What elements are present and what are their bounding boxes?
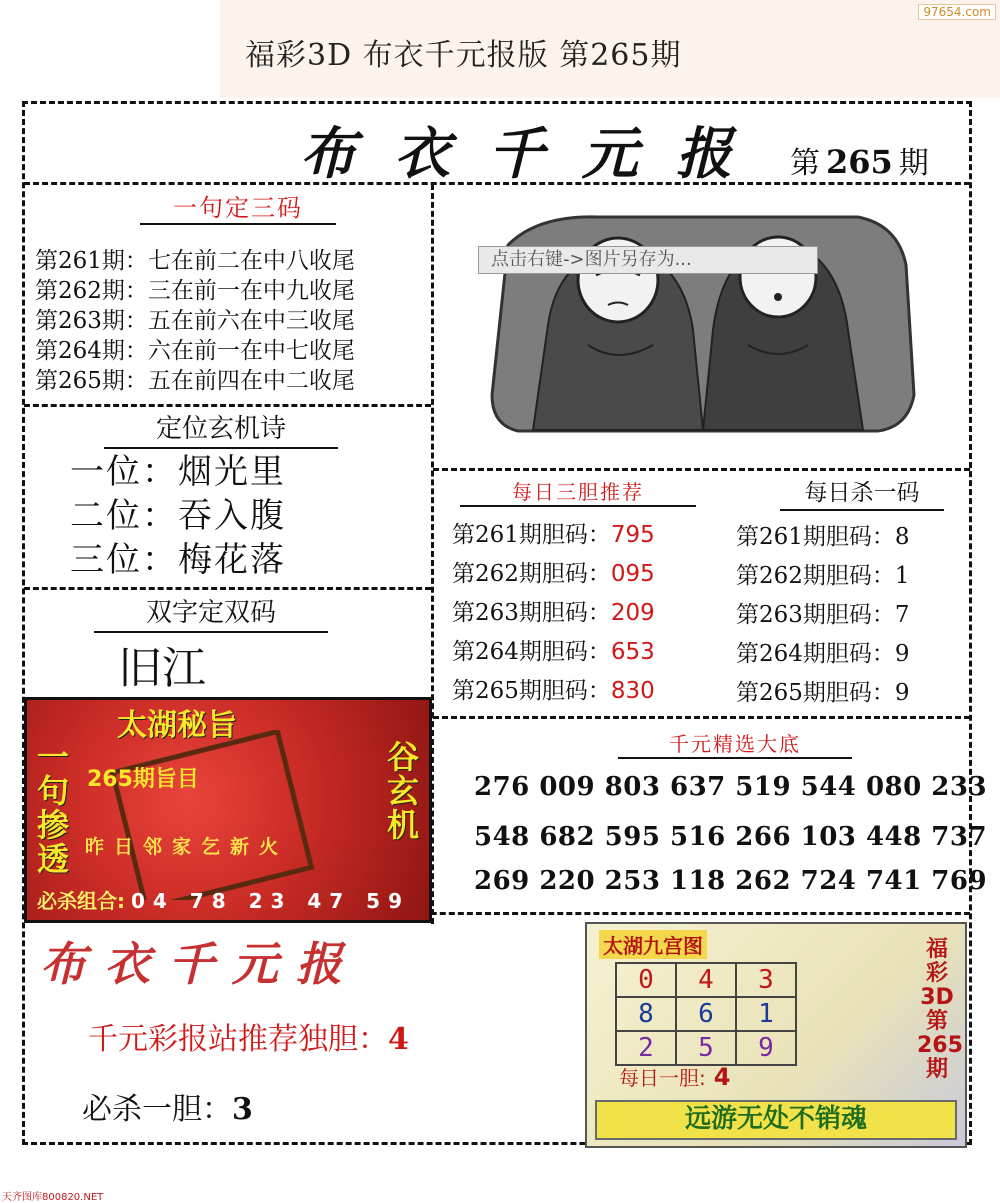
row-label: 第261期胆码： [452, 522, 611, 548]
double-value: 旧江 [118, 643, 206, 694]
grid-cell: 5 [676, 1031, 736, 1065]
issue-suffix: 期 [898, 146, 929, 181]
base-line: 548 682 595 516 266 103 448 737 [474, 822, 988, 852]
daily-kill-row: 第264期胆码：9 [736, 641, 910, 667]
daily-kill-row: 第263期胆码：7 [736, 602, 910, 628]
grid-cell: 8 [616, 997, 676, 1031]
divider-poem [24, 587, 431, 590]
sentence-list [35, 246, 355, 396]
poem-line: 二位：吞入腹 [70, 496, 286, 536]
grid-cell: 0 [616, 963, 676, 997]
grid-cell: 4 [676, 963, 736, 997]
row-value: 830 [610, 678, 655, 704]
masthead-brand: 布衣千元报 [300, 121, 770, 187]
cartoon-image[interactable] [478, 205, 922, 445]
grid-cell: 2 [616, 1031, 676, 1065]
daily-three-heading: 每日三胆推荐 [460, 476, 696, 507]
row-value: 095 [610, 561, 655, 587]
issue-prefix: 第 [790, 146, 820, 181]
sentence-heading: 一句定三码 [140, 188, 336, 225]
divider-daily [433, 716, 970, 719]
double-heading: 双字定双码 [94, 592, 328, 633]
row-label: 第263期胆码： [452, 600, 611, 626]
grid-title: 太湖九宫图 [599, 930, 707, 959]
sentence-line: 第262期：三在前一在中九收尾 [35, 278, 355, 304]
base-line: 276 009 803 637 519 544 080 233 [474, 772, 988, 802]
kill-one-value: 3 [232, 1092, 253, 1127]
grid-footer-banner: 远游无处不销魂 [595, 1100, 957, 1140]
grid-side-text: 福彩3D第265期 [917, 937, 963, 1082]
number-grid [615, 962, 797, 1066]
calligraphy-banner: 布衣千元报 [40, 937, 360, 991]
taihu-hint-row: 昨日邻家乞新火 [85, 836, 289, 858]
daily-three-row [452, 594, 655, 633]
grid-daily [619, 1062, 730, 1091]
grid-daily-value: 4 [713, 1063, 731, 1091]
issue-value: 265 [826, 143, 893, 181]
save-image-tooltip[interactable]: 点击右键->图片另存为... [478, 246, 818, 274]
issue-number [790, 138, 929, 182]
poem-list [70, 450, 286, 582]
daily-kill-heading: 每日杀一码 [780, 474, 944, 511]
base-line: 269 220 253 118 262 724 741 769 [474, 866, 988, 896]
kill-one [82, 1084, 253, 1128]
poem-line: 一位：烟光里 [70, 452, 286, 492]
daily-kill-row: 第262期胆码：1 [736, 563, 910, 589]
row-label: 第264期胆码： [452, 639, 611, 665]
nine-grid-image[interactable] [585, 922, 967, 1148]
divider-cartoon [433, 468, 970, 471]
sentence-line: 第265期：五在前四在中二收尾 [35, 368, 355, 394]
sentence-line: 第264期：六在前一在中七收尾 [35, 338, 355, 364]
daily-three-row [452, 555, 655, 594]
page-title: 福彩3D 布衣千元报版 第265期 [245, 38, 682, 73]
sentence-line: 第261期：七在前二在中八收尾 [35, 248, 355, 274]
recommend-single [88, 1014, 409, 1058]
taihu-kill-combo [37, 885, 410, 914]
daily-kill-row: 第265期胆码：9 [736, 680, 910, 706]
daily-three-list [452, 516, 655, 711]
grid-cell: 9 [736, 1031, 796, 1065]
site-watermark[interactable]: 97654.com [918, 4, 996, 20]
kill-label: 必杀组合: [37, 889, 125, 913]
frame-square-graphic [107, 730, 357, 900]
daily-three-row [452, 516, 655, 555]
daily-three-row [452, 672, 655, 711]
poem-heading: 定位玄机诗 [104, 408, 338, 449]
daily-three-row [452, 633, 655, 672]
sentence-line: 第263期：五在前六在中三收尾 [35, 308, 355, 334]
grid-cell: 6 [676, 997, 736, 1031]
grid-cell: 3 [736, 963, 796, 997]
recommend-value: 4 [388, 1022, 409, 1057]
divider-sentence [24, 404, 431, 407]
kill-numbers: 04 78 23 47 59 [131, 889, 411, 913]
recommend-label: 千元彩报站推荐独胆： [88, 1022, 388, 1057]
base-heading: 千元精选大底 [618, 728, 852, 759]
taihu-mid-text: 265期旨目 [87, 767, 199, 792]
taihu-title: 太湖秘旨 [117, 708, 237, 743]
footer-credit: 天齐图库800820.NET [2, 1192, 104, 1203]
row-label: 第265期胆码： [452, 678, 611, 704]
taihu-right-vertical: 谷玄机 [387, 738, 420, 844]
row-value: 653 [610, 639, 655, 665]
row-value: 795 [610, 522, 655, 548]
taihu-left-vertical: 一句掺透 [37, 738, 70, 878]
grid-cell: 1 [736, 997, 796, 1031]
row-value: 209 [610, 600, 655, 626]
grid-daily-label: 每日一胆: [619, 1066, 706, 1090]
daily-kill-row: 第261期胆码：8 [736, 524, 910, 550]
taihu-secret-image[interactable] [24, 697, 432, 923]
daily-kill-list [736, 518, 910, 713]
row-label: 第262期胆码： [452, 561, 611, 587]
kill-one-label: 必杀一胆： [82, 1092, 232, 1127]
poem-line: 三位：梅花落 [70, 540, 286, 580]
